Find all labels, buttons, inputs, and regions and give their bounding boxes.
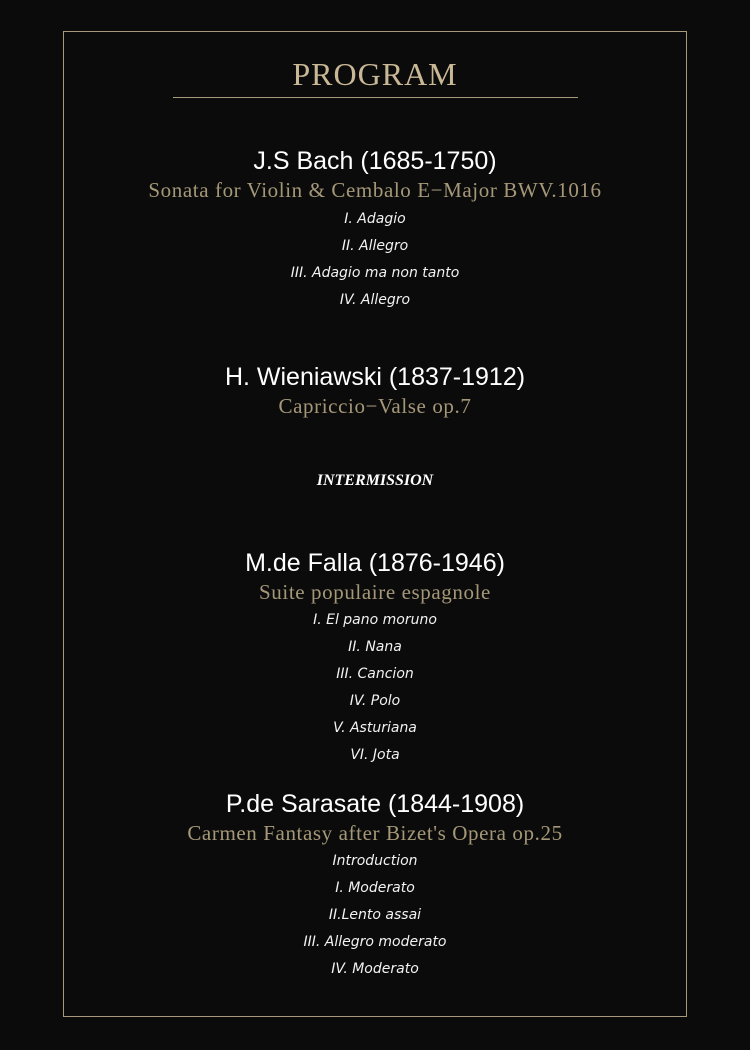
movement-item: III. Allegro moderato [303,934,447,950]
movement-item: III. Adagio ma non tanto [290,265,460,281]
movement-item: II. Allegro [341,238,409,254]
movement-item: I. Adagio [344,211,406,227]
composer-wieniawski: H. Wieniawski (1837-1912) [224,363,526,391]
movement-item: V. Asturiana [333,720,417,736]
movement-item: Introduction [332,853,418,869]
movement-item: IV. Polo [349,693,401,709]
work-title-de-falla: Suite populaire espagnole [259,580,491,604]
movement-list-de-falla [0,607,750,769]
work-title-bach: Sonata for Violin & Cembalo E−Major BWV.1016 [148,178,602,202]
movement-item: IV. Allegro [339,292,411,308]
movement-item: I. Moderato [335,880,415,896]
movement-item: III. Cancion [336,666,414,682]
movement-item: II. Nana [348,639,402,655]
work-title-wieniawski: Capriccio−Valse op.7 [278,394,472,418]
movement-item: II.Lento assai [328,907,422,923]
composer-sarasate: P.de Sarasate (1844-1908) [225,790,525,818]
movement-item: VI. Jota [350,747,400,763]
movement-list-sarasate [0,848,750,983]
heading-divider [173,97,578,98]
movement-item: IV. Moderato [331,961,419,977]
program-heading: PROGRAM [292,56,458,92]
movement-list-bach [0,206,750,314]
work-title-sarasate: Carmen Fantasy after Bizet's Opera op.25 [187,821,563,845]
movement-item: I. El pano moruno [313,612,437,628]
composer-bach: J.S Bach (1685-1750) [253,147,497,175]
composer-de-falla: M.de Falla (1876-1946) [245,549,505,577]
intermission-label: INTERMISSION [316,472,434,489]
